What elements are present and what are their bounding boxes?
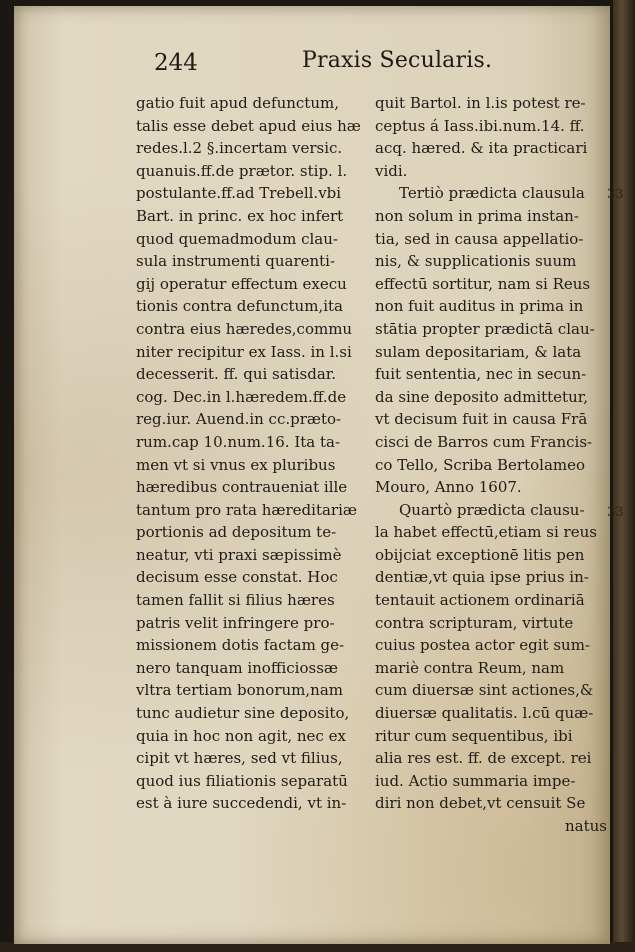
- page-number: 244: [154, 50, 198, 76]
- text-line: cipit vt hæres, sed vt filius,: [136, 749, 343, 768]
- paragraph-start-line: Tertiò prædicta clausula: [399, 184, 585, 203]
- text-line: diuersæ qualitatis. l.cū quæ-: [375, 704, 594, 723]
- catchword: natus: [565, 817, 607, 835]
- text-line: obijciat exceptionē litis pen: [375, 545, 585, 564]
- text-line: alia res est. ff. de except. rei: [375, 749, 592, 768]
- text-line: decesserit. ff. qui satisdar.: [136, 365, 337, 384]
- text-line: tentauit actionem ordinariā: [375, 591, 585, 610]
- text-line: reg.iur. Auend.in cc.prætо-: [136, 410, 342, 429]
- text-line: co Tello, Scriba Bertolameo: [375, 455, 586, 474]
- text-line: mariè contra Reum, nam: [375, 658, 565, 677]
- text-line: effectū sortitur, nam si Reus: [375, 274, 591, 293]
- text-line: cisci de Barros cum Francis-: [375, 432, 593, 451]
- text-line: la habet effectū,etiam si reus: [375, 523, 597, 542]
- text-line: portionis ad depositum te-: [136, 523, 337, 542]
- text-line: acq. hæred. & ita practicari: [375, 139, 588, 158]
- text-line: talis esse debet apud eius hæ: [136, 116, 361, 135]
- margin-number: 33: [607, 187, 624, 202]
- text-line: nis, & supplicationis suum: [375, 252, 577, 271]
- text-line: vidi.: [375, 161, 408, 180]
- text-line: niter recipitur ex Iass. in l.si: [136, 342, 352, 361]
- paragraph-start-line: Quartò prædicta clausu-: [399, 500, 585, 519]
- running-head: [0, 0, 635, 90]
- page-title: Praxis Secularis.: [302, 48, 493, 73]
- text-line: tia, sed in causa appellatio-: [375, 229, 584, 248]
- text-line: sula instrumenti quarenti-: [136, 252, 336, 271]
- text-line: redes.l.2 §.incertam versic.: [136, 139, 343, 158]
- text-line: gatio fuit apud defunctum,: [136, 94, 339, 112]
- book-edge-right: [613, 0, 635, 952]
- text-line: cog. Dec.in l.hæredem.ff.de: [136, 387, 347, 406]
- text-line: hæredibus contraueniat ille: [136, 478, 348, 497]
- text-line: vt decisum fuit in causa Frā: [375, 410, 588, 429]
- text-line: contra eius hæredes,commu: [136, 319, 353, 338]
- text-line: tunc audietur sine deposito,: [136, 704, 350, 723]
- left-text-column: [136, 92, 368, 815]
- text-line: ceptus á Iass.ibi.num.14. ff.: [375, 116, 585, 135]
- text-line: missionem dotis factam ge-: [136, 636, 345, 655]
- text-line: postulante.ff.ad Trebell.vbi: [136, 184, 342, 203]
- text-line: non fuit auditus in prima in: [375, 297, 584, 316]
- text-line: fuit sententia, nec in secun-: [375, 365, 587, 384]
- text-line: neatur, vti praxi sæpissimè: [136, 545, 342, 564]
- text-line: decisum esse constat. Hoc: [136, 568, 338, 587]
- text-line: cum diuersæ sint actiones,&: [375, 681, 594, 700]
- text-line: cuius postea actor egit sum-: [375, 636, 590, 655]
- text-line: quod ius filiationis separatū: [136, 771, 348, 790]
- text-line: vltra tertiam bonorum,nam: [136, 681, 343, 700]
- text-line: tamen fallit si filius hæres: [136, 591, 335, 610]
- text-line: ritur cum sequentibus, ibi: [375, 726, 573, 745]
- text-line: diri non debet,vt censuit Se: [375, 794, 586, 813]
- text-line: da sine deposito admittetur,: [375, 387, 589, 406]
- text-line: nero tanquam inofficiossæ: [136, 658, 339, 677]
- text-line: rum.cap 10.num.16. Ita ta-: [136, 432, 341, 451]
- text-line: quanuis.ff.de prætor. stip. l.: [136, 161, 348, 180]
- right-text-column: [375, 92, 607, 838]
- text-line: Mouro, Anno 1607.: [375, 478, 522, 497]
- text-line: stātia propter prædictā clau-: [375, 319, 595, 338]
- text-line: iud. Actio summaria impe-: [375, 771, 576, 790]
- text-line: sulam depositariam, & lata: [375, 342, 582, 361]
- margin-number: 33: [607, 505, 624, 520]
- text-line: quod quemadmodum clau-: [136, 229, 338, 248]
- text-line: non solum in prima instan-: [375, 206, 579, 225]
- text-line: tionis contra defunctum,ita: [136, 297, 343, 316]
- text-line: patris velit infringere pro-: [136, 613, 335, 632]
- text-line: men vt si vnus ex pluribus: [136, 455, 336, 474]
- text-line: quit Bartol. in l.is potest re-: [375, 94, 586, 112]
- text-line: gij operatur effectum execu: [136, 274, 347, 293]
- text-line: contra scripturam, virtute: [375, 613, 574, 632]
- text-line: Bart. in princ. ex hoc infert: [136, 206, 344, 225]
- text-line: quia in hoc non agit, nec ex: [136, 726, 346, 745]
- text-line: tantum pro rata hæreditariæ: [136, 500, 357, 519]
- text-line: est à iure succedendi, vt in-: [136, 794, 347, 813]
- text-line: dentiæ,vt quia ipse prius in-: [375, 568, 589, 587]
